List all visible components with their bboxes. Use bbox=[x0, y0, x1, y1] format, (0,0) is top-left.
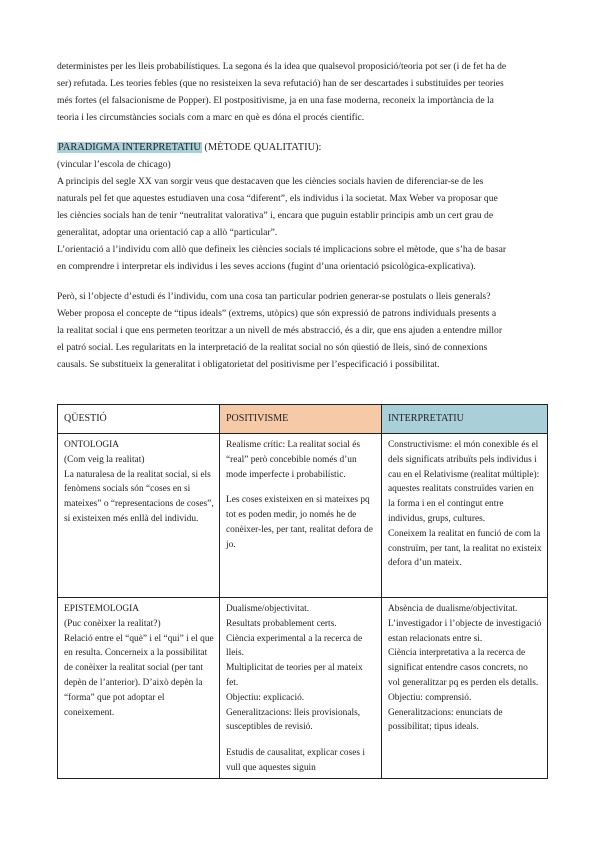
body-line: les ciències socials han de tenir “neutralitat valorativa” i, encara que puguin establir principis amb un cert grau de bbox=[57, 210, 494, 221]
ontologia-desc: La naturalesa de la realitat social, si els fenòmens socials són “coses en si mateixes” o “representacions de coses”, si existeixen més enllà del individu. bbox=[64, 469, 214, 524]
section-subtitle: (vincular l’escola de chicago) bbox=[57, 159, 171, 170]
intro-line: més fortes (el falsacionisme de Popper). El postpositivisme, ja en una fase moderna, reconeix la importància de la bbox=[57, 95, 494, 106]
body-line: Weber proposa el concepte de “tipus ideals” (extrems, utòpics) que són expressió de patrons individuals presents a bbox=[57, 308, 497, 319]
epistemologia-positivisme-text: Generalitzacions: lleis provisionals, susceptibles de revisió. bbox=[226, 707, 361, 733]
heading-highlight: PARADIGMA INTERPRETATIU bbox=[58, 142, 201, 153]
ontologia-title: ONTOLOGIA bbox=[64, 440, 120, 450]
epistemologia-interpretatiu-cell bbox=[382, 598, 548, 779]
epistemologia-positivisme-text: Resultats probablement certs. bbox=[226, 618, 337, 629]
epistemologia-interpretatiu-text: Objectiu: comprensió. bbox=[388, 692, 472, 703]
ontologia-positivisme-text: Les coses existeixen en si mateixes pq tot es poden medir, jo només he de conèixer-les, per tant, realitat defora de jo. bbox=[226, 495, 373, 550]
epistemologia-desc: Relació entre el “què” i el “qui” i el que en resulta. Concerneix a la possibilitat de conèixer la realitat social (per tant depèn de l’anterior). D’això depèn la “forma” que pot adoptar el coneixement. bbox=[64, 633, 214, 718]
epistemologia-positivisme-text: Multiplicitat de teories per al mateix fet. bbox=[226, 663, 363, 688]
header-positivisme: POSITIVISME bbox=[220, 405, 382, 434]
ontologia-question: (Com veig la realitat) bbox=[64, 454, 145, 465]
body-line: causals. Se substitueix la generalitat i obligatorietat del positivisme per l’especificació i possibilitat. bbox=[57, 359, 440, 370]
epistemologia-question: (Puc conèixer la realitat?) bbox=[64, 618, 161, 629]
intro-line: deterministes per les lleis probabilístiques. La segona és la idea que qualsevol proposició/teoria pot ser (i de fet ha de bbox=[57, 61, 507, 72]
weber-paragraph bbox=[57, 288, 545, 373]
ontologia-positivisme-text: Realisme crític: La realitat social és “real” però concebible només d’un mode imperfecte i probabilístic. bbox=[226, 440, 361, 480]
epistemologia-positivisme-text: Dualisme/objectivitat. bbox=[226, 604, 310, 614]
epistemologia-positivisme-text: Objectiu: explicació. bbox=[226, 692, 305, 703]
intro-paragraph bbox=[57, 58, 545, 126]
comparison-table bbox=[57, 404, 548, 779]
ontologia-positivisme-cell bbox=[220, 434, 382, 598]
body-line: Però, si l’objecte d’estudi és l’individu, com una cosa tan particular podrien generar-se postulats o lleis generals? bbox=[57, 291, 491, 302]
ontologia-interpretatiu-cell bbox=[382, 434, 548, 598]
epistemologia-positivisme-text: Estudis de causalitat, explicar coses i vull que aquestes siguin bbox=[226, 748, 366, 773]
body-line: generalitat, adoptar una orientació cap a allò “particular”. bbox=[57, 227, 278, 238]
body-line: A principis del segle XX van sorgir veus que destacaven que les ciències socials havien de diferenciar-se de les bbox=[57, 176, 484, 187]
header-questio: QÜESTIÓ bbox=[58, 405, 220, 434]
intro-line: teoria i les circumstàncies socials com a marc en què es dóna el procés científic. bbox=[57, 112, 365, 123]
section-heading bbox=[57, 140, 321, 156]
section-body bbox=[57, 156, 545, 275]
intro-line: ser) refutada. Les teories febles (que no resisteixen la seva refutació) han de ser descartades i substituïdes per teories bbox=[57, 78, 504, 89]
body-line: L’orientació a l’individu com allò que defineix les ciències socials té implicacions sobre el mètode, que s’ha de basar bbox=[57, 244, 507, 255]
header-interpretatiu: INTERPRETATIU bbox=[382, 405, 548, 434]
epistemologia-interpretatiu-text: Absència de dualisme/objectivitat. bbox=[388, 604, 518, 614]
body-line: el patró social. Les regularitats en la interpretació de la realitat social no són qüestió de lleis, sinó de connexions bbox=[57, 342, 488, 353]
heading-rest: (MÈTODE QUALITATIU): bbox=[201, 142, 322, 153]
epistemologia-positivisme-text: Ciència experimental a la recerca de lleis. bbox=[226, 633, 363, 659]
epistemologia-question-cell bbox=[58, 598, 220, 779]
epistemologia-positivisme-cell bbox=[220, 598, 382, 779]
table-row-epistemologia bbox=[58, 598, 548, 779]
epistemologia-interpretatiu-text: Generalitzacions: enunciats de possibilitat; tipus ideals. bbox=[388, 707, 503, 733]
table-row-ontologia bbox=[58, 434, 548, 598]
epistemologia-interpretatiu-text: L’investigador i l’objecte de investigació estan relacionats entre si. bbox=[388, 618, 542, 644]
body-line: naturals pel fet que aquestes estudiaven una cosa “diferent”, els individus i la societat. Max Weber va proposar que bbox=[57, 193, 498, 204]
table-header-row bbox=[58, 405, 548, 434]
body-line: en comprendre i interpretar els individus i les seves accions (fugint d’una orientació psicològica-explicativa). bbox=[57, 261, 476, 272]
epistemologia-title: EPISTEMOLOGIA bbox=[64, 604, 139, 614]
ontologia-interpretatiu-text: Coneixem la realitat en funció de com la construïm, per tant, la realitat no existeix defora d’un mateix. bbox=[388, 528, 542, 569]
ontologia-interpretatiu-text: Constructivisme: el món conexible és el dels significats atribuïts pels individus i cau en el Relativisme (realitat múltiple): aquestes realitats construïdes varien en la forma i en el contingut entre individus, grups, cultures. bbox=[388, 440, 540, 524]
ontologia-question-cell bbox=[58, 434, 220, 598]
body-line: la realitat social i que ens permeten teoritzar a un nivell de més abstracció, és a dir, que ens ajuden a entendre millor bbox=[57, 325, 503, 336]
epistemologia-interpretatiu-text: Ciència interpretativa a la recerca de significat entendre casos concrets, no vol generalitzar pq es perden els detalls. bbox=[388, 648, 539, 688]
